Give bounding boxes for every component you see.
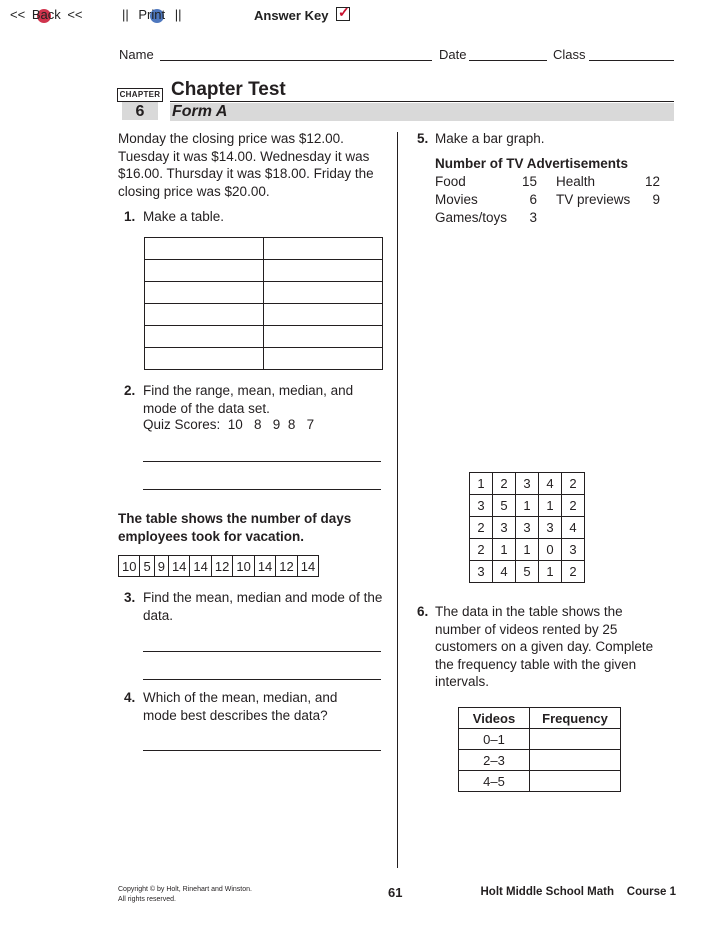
video-count-cell: 3 [539, 517, 562, 539]
tv-item-label: Health [556, 174, 596, 189]
video-count-cell: 3 [470, 561, 493, 583]
table-row [470, 473, 585, 495]
table-row [145, 304, 383, 326]
tv-table-title: Number of TV Advertisements [435, 156, 629, 171]
interval-cell: 0–1 [459, 729, 530, 750]
checkbox-icon [336, 4, 350, 21]
video-count-cell: 3 [516, 473, 539, 495]
name-line [160, 60, 432, 61]
vacation-value-cell: 14 [190, 556, 211, 577]
separator: || [174, 7, 182, 22]
back-arrows-right: << [67, 7, 83, 22]
chapter-badge [117, 88, 163, 119]
table-row [459, 729, 621, 750]
answer-line [143, 651, 381, 652]
table-row [459, 771, 621, 792]
video-count-cell: 5 [516, 561, 539, 583]
vacation-table [118, 555, 319, 577]
table-row [470, 495, 585, 517]
back-arrows-left: << [10, 7, 26, 22]
column-header: Videos [459, 708, 530, 729]
question-text: Find the range, mean, median, and mode of the data set. [143, 383, 354, 416]
question-text: Make a bar graph. [435, 131, 545, 146]
check-icon: ✓ [338, 4, 350, 20]
form-label: Form A [172, 103, 228, 120]
quiz-scores: Quiz Scores: 10 8 9 8 7 [143, 417, 315, 432]
nav-bar [10, 7, 83, 22]
table-cell[interactable] [145, 238, 264, 260]
table-cell[interactable] [145, 282, 264, 304]
vacation-value-cell: 12 [211, 556, 232, 577]
question-text: Make a table. [143, 209, 225, 224]
tv-item-label: TV previews [556, 192, 631, 207]
tv-item-value: 3 [529, 210, 537, 225]
answer-key-link[interactable] [254, 4, 350, 23]
table-row [470, 517, 585, 539]
question-text: The data in the table shows the number of videos rented by 25 customers on a given day. Complete the frequency table with the given intervals. [435, 604, 654, 689]
answer-table [144, 237, 383, 370]
video-count-cell: 3 [493, 517, 516, 539]
frequency-cell[interactable] [530, 729, 621, 750]
name-label: Name [119, 47, 154, 62]
table-row [145, 238, 383, 260]
video-count-cell: 4 [493, 561, 516, 583]
separator: || [122, 7, 129, 22]
video-count-cell: 5 [493, 495, 516, 517]
vacation-intro: The table shows the number of days employees took for vacation. [118, 511, 352, 544]
copyright-line: All rights reserved. [118, 896, 176, 903]
vacation-value-cell: 9 [154, 556, 168, 577]
video-count-cell: 2 [562, 495, 585, 517]
table-cell[interactable] [145, 326, 264, 348]
chapter-number: 6 [122, 102, 158, 120]
video-count-cell: 2 [470, 517, 493, 539]
answer-key-label: Answer Key [254, 8, 329, 23]
vacation-value-cell: 5 [140, 556, 154, 577]
vacation-value-cell: 10 [233, 556, 254, 577]
table-row [145, 348, 383, 370]
video-count-cell: 1 [516, 495, 539, 517]
chapter-label: CHAPTER [117, 88, 163, 102]
print-link[interactable] [122, 7, 182, 22]
class-line [589, 60, 674, 61]
interval-cell: 2–3 [459, 750, 530, 771]
column-divider [397, 132, 398, 868]
tv-item-value: 15 [521, 174, 537, 189]
question-number: 6. [417, 604, 429, 619]
back-label: Back [31, 7, 61, 22]
tv-item-label: Movies [435, 192, 478, 207]
interval-cell: 4–5 [459, 771, 530, 792]
table-cell[interactable] [145, 260, 264, 282]
table-cell[interactable] [264, 326, 383, 348]
table-row [459, 750, 621, 771]
copyright [118, 885, 252, 905]
question-number: 1. [124, 209, 136, 224]
question-text: Find the mean, median and mode of the data. [143, 590, 383, 623]
video-count-cell: 2 [470, 539, 493, 561]
vacation-value-cell: 14 [297, 556, 318, 577]
tv-item-value: 6 [529, 192, 537, 207]
answer-line [143, 461, 381, 462]
book-title: Holt Middle School Math Course 1 [480, 886, 676, 898]
videos-data-table [469, 472, 585, 583]
table-row [145, 282, 383, 304]
question-number: 4. [124, 690, 136, 705]
table-row [470, 539, 585, 561]
vacation-value-cell: 10 [119, 556, 140, 577]
question-number: 5. [417, 131, 429, 146]
price-intro: Monday the closing price was $12.00. Tuesday it was $14.00. Wednesday it was $16.00. Thursday it was $18.00. Friday the closing price was $20.00. [118, 131, 374, 199]
question-text: Which of the mean, median, and mode best describes the data? [143, 690, 338, 723]
date-label: Date [439, 47, 467, 62]
video-count-cell: 2 [562, 561, 585, 583]
answer-line [143, 750, 381, 751]
class-label: Class [553, 47, 586, 62]
tv-item-label: Games/toys [435, 210, 508, 225]
question-number: 2. [124, 383, 136, 398]
table-row [145, 326, 383, 348]
table-row [470, 561, 585, 583]
video-count-cell: 1 [493, 539, 516, 561]
video-count-cell: 0 [539, 539, 562, 561]
video-count-cell: 4 [562, 517, 585, 539]
video-count-cell: 1 [516, 539, 539, 561]
table-cell[interactable] [264, 282, 383, 304]
table-cell[interactable] [145, 348, 264, 370]
tv-item-value: 9 [652, 192, 660, 207]
video-count-cell: 2 [562, 473, 585, 495]
tv-item-value: 12 [644, 174, 660, 189]
table-header-row [459, 708, 621, 729]
table-cell[interactable] [145, 304, 264, 326]
video-count-cell: 1 [470, 473, 493, 495]
vacation-value-cell: 14 [254, 556, 275, 577]
table-row [145, 260, 383, 282]
video-count-cell: 3 [470, 495, 493, 517]
table-cell[interactable] [264, 238, 383, 260]
video-count-cell: 1 [539, 561, 562, 583]
date-line [469, 60, 547, 61]
video-count-cell: 3 [516, 517, 539, 539]
answer-line [143, 489, 381, 490]
video-count-cell: 2 [493, 473, 516, 495]
tv-item-label: Food [435, 174, 466, 189]
table-row [119, 556, 319, 577]
back-link[interactable] [10, 7, 83, 22]
video-count-cell: 1 [539, 495, 562, 517]
answer-line [143, 679, 381, 680]
frequency-cell[interactable] [530, 771, 621, 792]
page-title: Chapter Test [171, 79, 286, 100]
form-band [170, 103, 674, 121]
copyright-line: Copyright © by Holt, Rinehart and Winston. [118, 886, 252, 893]
print-label: Print [138, 7, 166, 22]
page-number: 61 [388, 885, 403, 900]
table-cell[interactable] [264, 348, 383, 370]
table-cell[interactable] [264, 260, 383, 282]
frequency-cell[interactable] [530, 750, 621, 771]
vacation-value-cell: 14 [168, 556, 189, 577]
frequency-table [458, 707, 621, 792]
video-count-cell: 4 [539, 473, 562, 495]
title-rule [170, 101, 674, 102]
question-number: 3. [124, 590, 136, 605]
vacation-value-cell: 12 [276, 556, 297, 577]
table-cell[interactable] [264, 304, 383, 326]
column-header: Frequency [530, 708, 621, 729]
video-count-cell: 3 [562, 539, 585, 561]
